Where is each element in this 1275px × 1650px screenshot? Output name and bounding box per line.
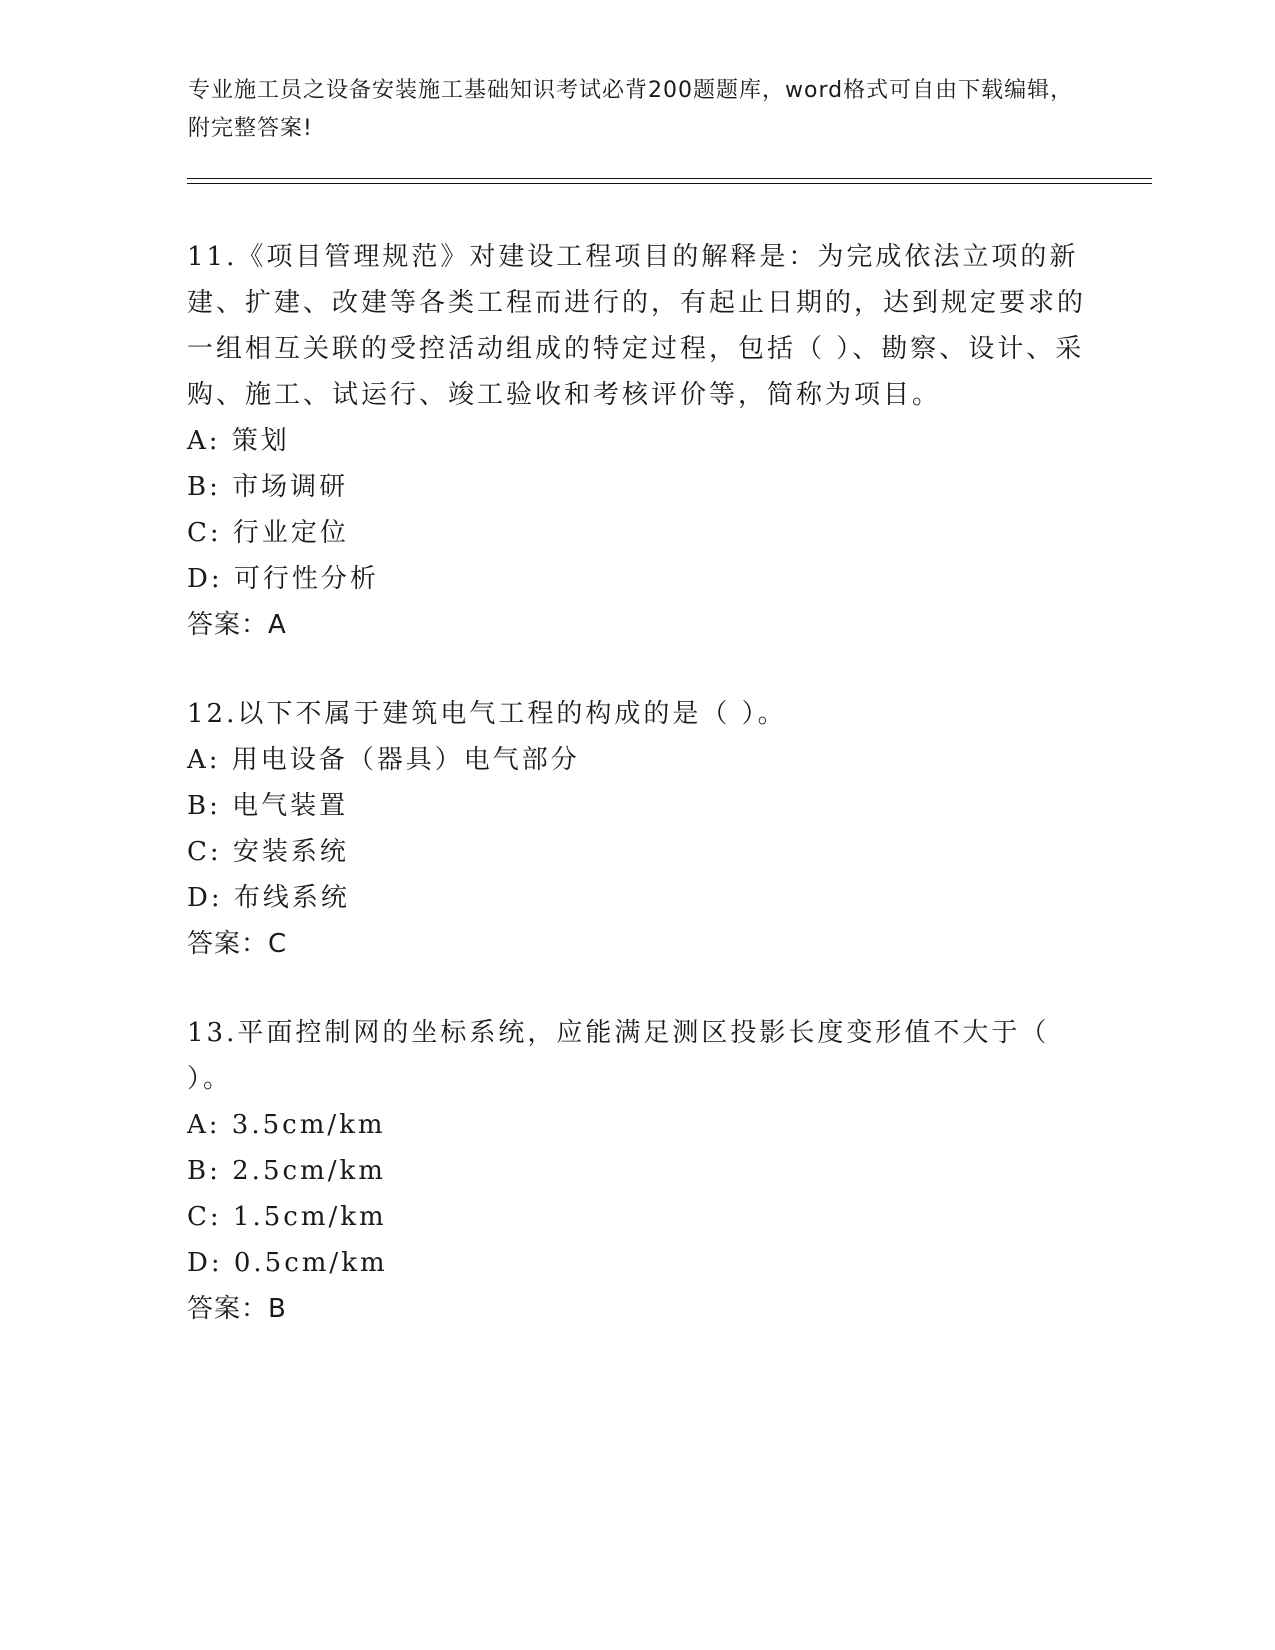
- option-a: A: 3.5cm/km: [187, 1110, 386, 1140]
- option-c: C: 安装系统: [187, 837, 349, 867]
- option-c: C: 1.5cm/km: [187, 1202, 387, 1232]
- answer-line: 答案：C: [187, 929, 288, 959]
- option-b: B: 电气装置: [187, 791, 349, 821]
- question-11: [187, 234, 1087, 648]
- option-a: A: 策划: [187, 426, 290, 456]
- question-12: [187, 691, 1087, 967]
- header-divider-top: [187, 178, 1152, 179]
- option-d: D: 可行性分析: [187, 564, 379, 594]
- option-c: C: 行业定位: [187, 518, 349, 548]
- answer-line: 答案：A: [187, 610, 287, 640]
- question-stem: 11.《项目管理规范》对建设工程项目的解释是：为完成依法立项的新建、扩建、改建等各类工程而进行的，有起止日期的，达到规定要求的一组相互关联的受控活动组成的特定过程，包括（ ）、勘察、设计、采购、施工、试运行、竣工验收和考核评价等，简称为项目。: [187, 242, 1087, 410]
- option-b: B: 2.5cm/km: [187, 1156, 386, 1186]
- question-stem: 13.平面控制网的坐标系统，应能满足测区投影长度变形值不大于（ ）。: [187, 1018, 1050, 1094]
- header-divider-bottom: [187, 183, 1152, 184]
- document-header: 专业施工员之设备安装施工基础知识考试必背200题题库，word格式可自由下载编辑，附完整答案!: [188, 78, 1074, 141]
- option-d: D: 0.5cm/km: [187, 1248, 388, 1278]
- option-d: D: 布线系统: [187, 883, 350, 913]
- question-stem: 12.以下不属于建筑电气工程的构成的是（ ）。: [187, 699, 787, 729]
- question-list: [187, 234, 1087, 1332]
- answer-line: 答案：B: [187, 1294, 287, 1324]
- question-13: [187, 1010, 1087, 1332]
- option-b: B: 市场调研: [187, 472, 349, 502]
- option-a: A: 用电设备（器具）电气部分: [187, 745, 580, 775]
